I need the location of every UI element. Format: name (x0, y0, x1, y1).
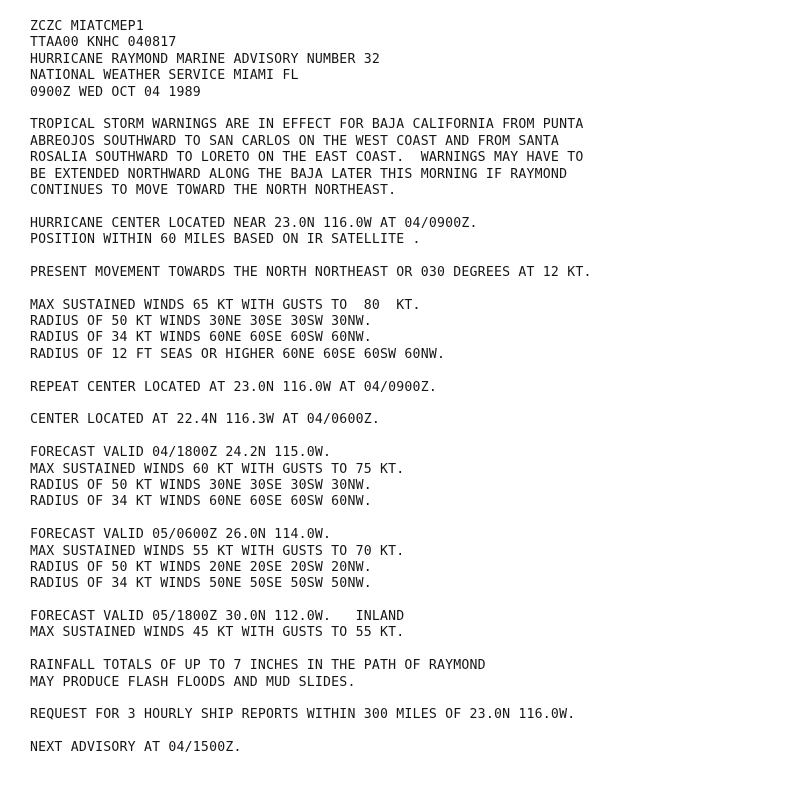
forecast-valid-line: FORECAST VALID 05/1800Z 30.0N 112.0W. INLAND (30, 609, 405, 625)
spacer (30, 724, 775, 740)
wmo-header: TTAA00 KNHC 040817 (30, 35, 177, 51)
forecast-block-1 (30, 445, 775, 511)
radius-34kt-line: RADIUS OF 34 KT WINDS 60NE 60SE 60SW 60NW. (30, 330, 372, 346)
marine-advisory-document (30, 19, 775, 757)
spacer (30, 281, 775, 297)
product-id: ZCZC MIATCMEP1 (30, 19, 144, 34)
ship-report-request-line: REQUEST FOR 3 HOURLY SHIP REPORTS WITHIN 300 MILES OF 23.0N 116.0W. (30, 707, 576, 723)
winds-paragraph (30, 298, 775, 364)
next-advisory-line: NEXT ADVISORY AT 04/1500Z. (30, 740, 242, 756)
radius-12ft-seas-line: RADIUS OF 12 FT SEAS OR HIGHER 60NE 60SE 60SW 60NW. (30, 346, 446, 362)
spacer (30, 248, 775, 264)
advisory-title: HURRICANE RAYMOND MARINE ADVISORY NUMBER 32 (30, 51, 381, 67)
movement-line: PRESENT MOVEMENT TOWARDS THE NORTH NORTHEAST OR 030 DEGREES AT 12 KT. (30, 264, 592, 280)
spacer (30, 642, 775, 658)
center-position-accuracy: POSITION WITHIN 60 MILES BASED ON IR SATELLITE . (30, 232, 421, 248)
warnings-line: CONTINUES TO MOVE TOWARD THE NORTH NORTHEAST. (30, 182, 397, 198)
forecast-valid-line: FORECAST VALID 04/1800Z 24.2N 115.0W. (30, 445, 332, 461)
spacer (30, 691, 775, 707)
warnings-paragraph (30, 117, 775, 199)
rainfall-line: MAY PRODUCE FLASH FLOODS AND MUD SLIDES. (30, 674, 356, 690)
warnings-line: ROSALIA SOUTHWARD TO LORETO ON THE EAST COAST. WARNINGS MAY HAVE TO (30, 150, 584, 166)
forecast-winds-line: MAX SUSTAINED WINDS 45 KT WITH GUSTS TO 55 KT. (30, 625, 405, 641)
forecast-winds-line: MAX SUSTAINED WINDS 60 KT WITH GUSTS TO 75 KT. (30, 461, 405, 477)
repeat-center-line: REPEAT CENTER LOCATED AT 23.0N 116.0W AT 04/0900Z. (30, 379, 437, 395)
forecast-winds-line: MAX SUSTAINED WINDS 55 KT WITH GUSTS TO 70 KT. (30, 543, 405, 559)
forecast-block-3 (30, 609, 775, 642)
issuing-office: NATIONAL WEATHER SERVICE MIAMI FL (30, 68, 299, 84)
spacer (30, 429, 775, 445)
spacer (30, 199, 775, 215)
spacer (30, 593, 775, 609)
spacer (30, 101, 775, 117)
issue-time: 0900Z WED OCT 04 1989 (30, 84, 201, 100)
center-location: HURRICANE CENTER LOCATED NEAR 23.0N 116.0W AT 04/0900Z. (30, 215, 478, 231)
prior-center-line: CENTER LOCATED AT 22.4N 116.3W AT 04/0600Z. (30, 412, 381, 428)
forecast-radius-50kt-line: RADIUS OF 50 KT WINDS 20NE 20SE 20SW 20NW. (30, 559, 372, 575)
rainfall-paragraph (30, 658, 775, 691)
max-winds-line: MAX SUSTAINED WINDS 65 KT WITH GUSTS TO 80 KT. (30, 297, 421, 313)
forecast-radius-34kt-line: RADIUS OF 34 KT WINDS 50NE 50SE 50SW 50NW. (30, 576, 372, 592)
forecast-radius-34kt-line: RADIUS OF 34 KT WINDS 60NE 60SE 60SW 60NW. (30, 494, 372, 510)
radius-50kt-line: RADIUS OF 50 KT WINDS 30NE 30SE 30SW 30NW. (30, 314, 372, 330)
rainfall-line: RAINFALL TOTALS OF UP TO 7 INCHES IN THE PATH OF RAYMOND (30, 658, 486, 674)
warnings-line: BE EXTENDED NORTHWARD ALONG THE BAJA LATER THIS MORNING IF RAYMOND (30, 166, 568, 182)
forecast-valid-line: FORECAST VALID 05/0600Z 26.0N 114.0W. (30, 527, 332, 543)
forecast-radius-50kt-line: RADIUS OF 50 KT WINDS 30NE 30SE 30SW 30NW. (30, 477, 372, 493)
header-block (30, 19, 775, 101)
warnings-line: ABREOJOS SOUTHWARD TO SAN CARLOS ON THE WEST COAST AND FROM SANTA (30, 133, 560, 149)
center-paragraph (30, 216, 775, 249)
warnings-line: TROPICAL STORM WARNINGS ARE IN EFFECT FOR BAJA CALIFORNIA FROM PUNTA (30, 117, 584, 133)
spacer (30, 396, 775, 412)
spacer (30, 363, 775, 379)
forecast-block-2 (30, 527, 775, 593)
spacer (30, 511, 775, 527)
